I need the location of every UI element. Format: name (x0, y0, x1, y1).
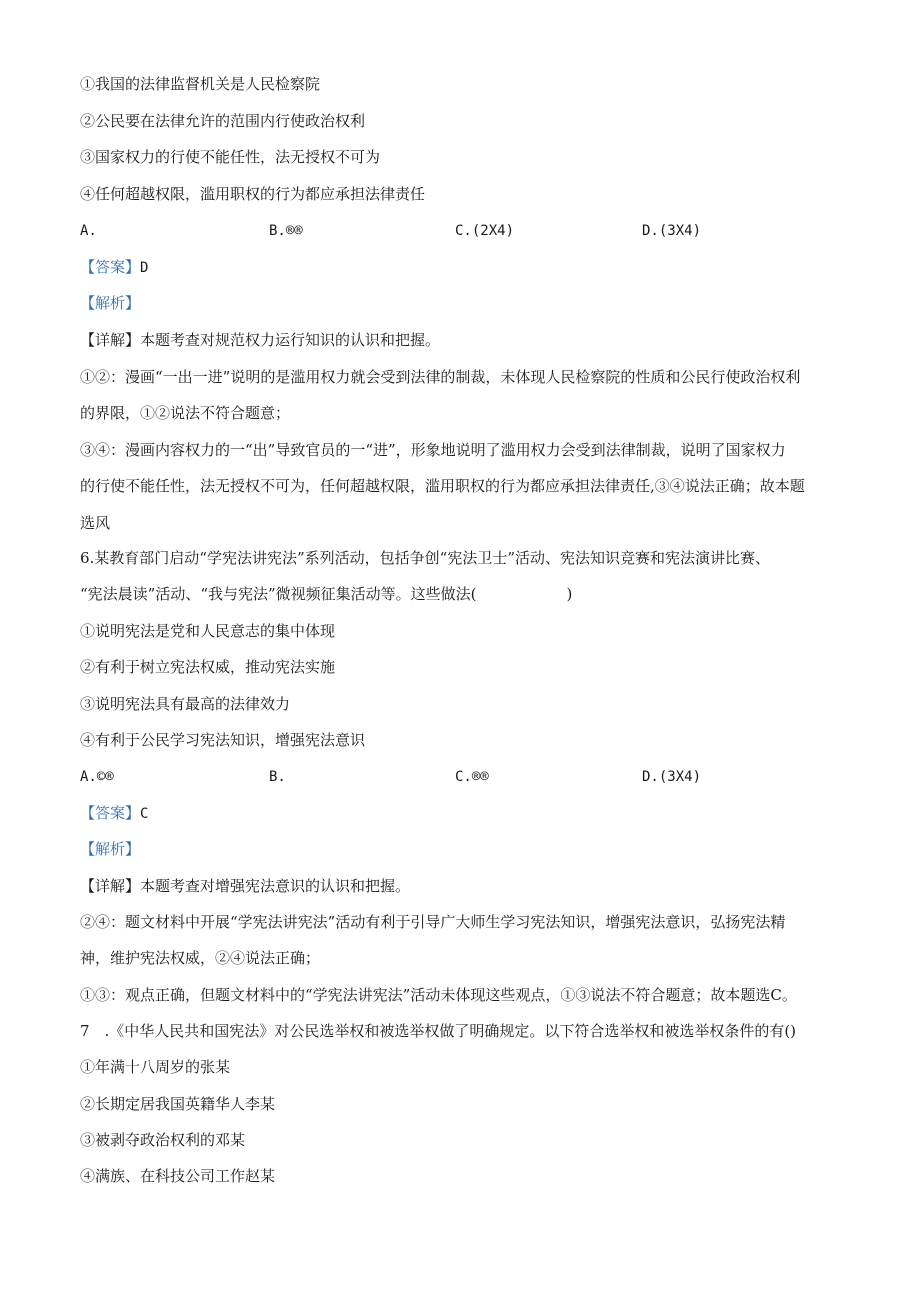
q6-stem-line1: 6.某教育部门启动“学宪法讲宪法”系列活动，包括争创“宪法卫士”活动、宪法知识竞赛和宪法演讲比赛、 (80, 549, 770, 567)
q6-analysis (80, 839, 840, 859)
answer-value: D (140, 260, 149, 276)
analysis-tag: 【解析】 (80, 840, 141, 858)
q5-item-1: ①我国的法律监督机关是人民检察院 (80, 75, 321, 93)
q6-option-a: A.©® (80, 769, 114, 785)
q5-para2-line1: ③④：漫画内容权力的一“出”导致官员的一“进”，形象地说明了滥用权力会受到法律制裁，说明了国家权力 (80, 441, 786, 459)
q6-option-d: D.(3X4) (642, 769, 702, 785)
q6-para2-line1: ①③：观点正确，但题文材料中的“学宪法讲宪法”活动未体现这些观点，①③说法不符合题意；故本题选C。 (80, 986, 797, 1004)
q5-option-d: D.(3X4) (642, 223, 702, 239)
q5-option-a: A. (80, 223, 97, 239)
q5-detail (80, 330, 840, 350)
q7-item-2: ②长期定居我国英籍华人李某 (80, 1095, 276, 1113)
q7-item-3: ③被剥夺政治权利的邓某 (80, 1131, 246, 1149)
q6-item-3: ③说明宪法具有最高的法律效力 (80, 695, 291, 713)
detail-tag: 【详解】 (80, 877, 141, 895)
q5-analysis (80, 293, 840, 313)
q5-item-3: ③国家权力的行使不能任性，法无授权不可为 (80, 148, 381, 166)
q7-item-1: ①年满十八周岁的张某 (80, 1058, 231, 1076)
q5-item-4: ④任何超越权限，滥用职权的行为都应承担法律责任 (80, 185, 426, 203)
q6-option-b: B. (269, 769, 286, 785)
q6-item-2: ②有利于树立宪法权威，推动宪法实施 (80, 658, 336, 676)
q5-para2-line3: 选风 (80, 514, 111, 532)
q5-option-c: C.(2X4) (455, 223, 515, 239)
q6-detail (80, 876, 840, 896)
q6-para1-line2: 神，维护宪法权威，②④说法正确； (80, 949, 321, 967)
q5-item-2: ②公民要在法律允许的范围内行使政治权利 (80, 112, 366, 130)
q5-option-b: B.®® (269, 223, 303, 239)
q7-item-4: ④满族、在科技公司工作赵某 (80, 1167, 276, 1185)
answer-value: C (140, 806, 149, 822)
q6-item-4: ④有利于公民学习宪法知识，增强宪法意识 (80, 731, 366, 749)
q5-para2-line2: 的行使不能任性，法无授权不可为，任何超越权限，滥用职权的行为都应承担法律责任,③④说法正确；故本题 (80, 477, 805, 495)
answer-tag: 【答案】 (80, 258, 141, 276)
q6-para1-line1: ②④：题文材料中开展“学宪法讲宪法”活动有利于引导广大师生学习宪法知识，增强宪法意识，弘扬宪法精 (80, 913, 786, 931)
q6-stem-line2: “宪法晨读”活动、“我与宪法”微视频征集活动等。这些做法( ) (80, 585, 573, 603)
analysis-tag: 【解析】 (80, 294, 141, 312)
answer-tag: 【答案】 (80, 804, 141, 822)
q6-answer (80, 803, 840, 824)
q5-para1-line2: 的界限，①②说法不符合题意； (80, 404, 291, 422)
q6-option-c: C.®® (455, 769, 489, 785)
detail-tag: 【详解】 (80, 331, 141, 349)
q5-para1-line1: ①②：漫画“一出一进”说明的是滥用权力就会受到法律的制裁，未体现人民检察院的性质和公民行使政治权利 (80, 368, 801, 386)
detail-text: 本题考查对增强宪法意识的认识和把握。 (140, 877, 411, 895)
q5-answer (80, 257, 840, 278)
detail-text: 本题考查对规范权力运行知识的认识和把握。 (140, 331, 441, 349)
q6-item-1: ①说明宪法是党和人民意志的集中体现 (80, 622, 336, 640)
q7-stem: 7 .《中华人民共和国宪法》对公民选举权和被选举权做了明确规定。以下符合选举权和被选举权条件的有() (80, 1022, 797, 1040)
